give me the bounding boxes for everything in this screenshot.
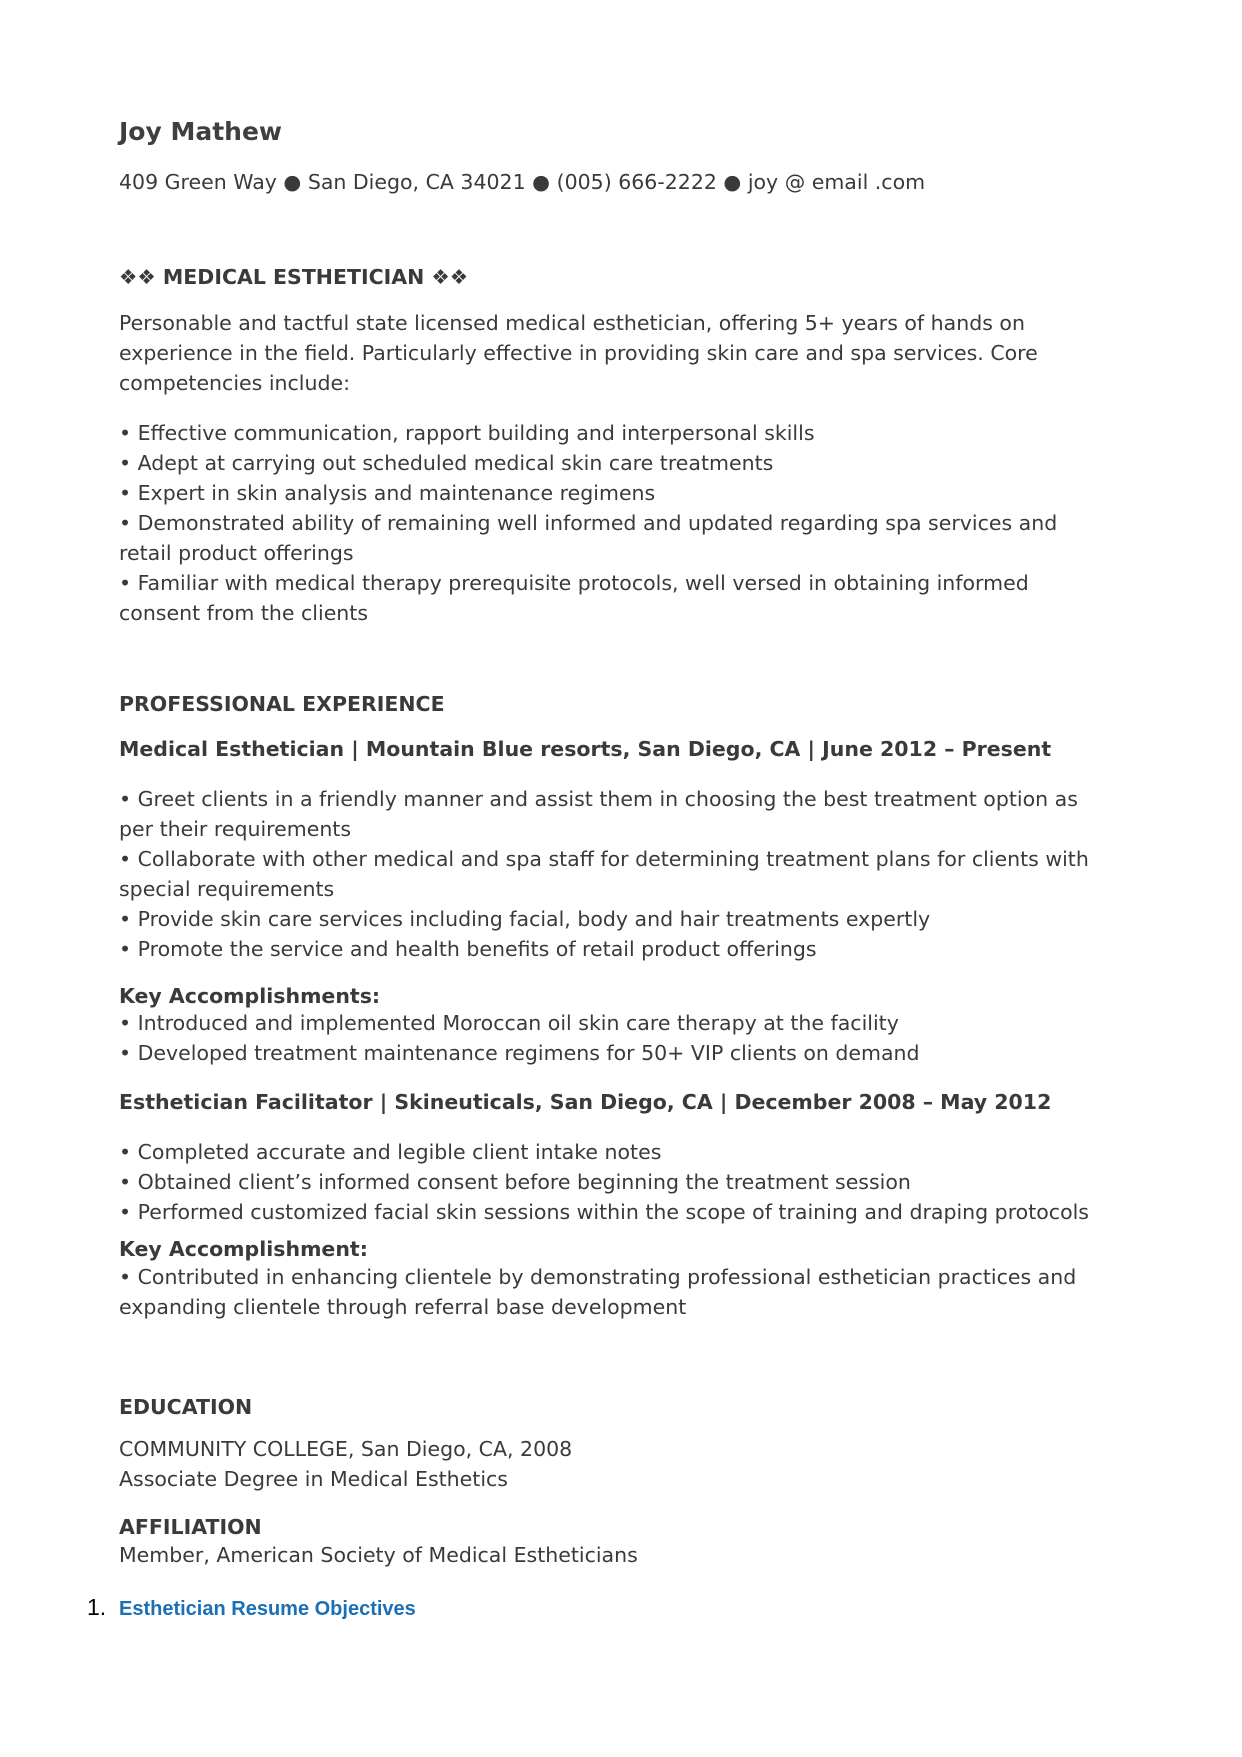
- duty-item: • Completed accurate and legible client intake notes: [119, 1140, 662, 1164]
- competency-item: • Demonstrated ability of remaining well informed and updated regarding spa services and: [119, 511, 1058, 535]
- accomplishments-heading: Key Accomplishments:: [119, 984, 381, 1008]
- education-details: [119, 1434, 1129, 1494]
- summary-line: competencies include:: [119, 371, 351, 395]
- education-line: COMMUNITY COLLEGE, San Diego, CA, 2008: [119, 1437, 573, 1461]
- competencies-list: [119, 418, 1129, 628]
- education-line: Associate Degree in Medical Esthetics: [119, 1467, 508, 1491]
- summary-line: experience in the field. Particularly effective in providing skin care and spa services. Core: [119, 341, 1038, 365]
- duty-item: • Obtained client’s informed consent before beginning the treatment session: [119, 1170, 911, 1194]
- competency-item: • Adept at carrying out scheduled medical skin care treatments: [119, 451, 774, 475]
- competency-item: • Effective communication, rapport building and interpersonal skills: [119, 421, 815, 445]
- competency-item: • Familiar with medical therapy prerequisite protocols, well versed in obtaining informed: [119, 571, 1029, 595]
- related-links-list: [87, 1594, 416, 1621]
- summary-paragraph: [119, 308, 1129, 398]
- competency-item: • Expert in skin analysis and maintenance regimens: [119, 481, 656, 505]
- duty-item: per their requirements: [119, 817, 352, 841]
- accomplishments-list: [119, 1008, 1129, 1068]
- candidate-name: Joy Mathew: [119, 117, 283, 146]
- affiliation-line: Member, American Society of Medical Estheticians: [119, 1543, 638, 1567]
- accomplishment-item: • Contributed in enhancing clientele by demonstrating professional esthetician practices and: [119, 1265, 1077, 1289]
- duty-item: special requirements: [119, 877, 335, 901]
- accomplishment-item: expanding clientele through referral base development: [119, 1295, 687, 1319]
- job-title-line: Esthetician Facilitator | Skineuticals, San Diego, CA | December 2008 – May 2012: [119, 1090, 1052, 1114]
- affiliation-heading: AFFILIATION: [119, 1515, 262, 1539]
- summary-heading: ❖❖ MEDICAL ESTHETICIAN ❖❖: [119, 265, 469, 289]
- accomplishments-heading: Key Accomplishment:: [119, 1237, 368, 1261]
- job-title-line: Medical Esthetician | Mountain Blue resorts, San Diego, CA | June 2012 – Present: [119, 737, 1052, 761]
- competency-item: consent from the clients: [119, 601, 369, 625]
- duty-item: • Performed customized facial skin sessions within the scope of training and draping protocols: [119, 1200, 1089, 1224]
- esthetician-resume-objectives-link[interactable]: Esthetician Resume Objectives: [119, 1598, 416, 1620]
- contact-line: 409 Green Way ● San Diego, CA 34021 ● (005) 666-2222 ● joy @ email .com: [119, 170, 926, 194]
- accomplishment-item: • Introduced and implemented Moroccan oil skin care therapy at the facility: [119, 1011, 899, 1035]
- summary-line: Personable and tactful state licensed medical esthetician, offering 5+ years of hands on: [119, 311, 1025, 335]
- duty-item: • Greet clients in a friendly manner and assist them in choosing the best treatment option as: [119, 787, 1078, 811]
- education-heading: EDUCATION: [119, 1395, 253, 1419]
- list-number: 1.: [87, 1594, 107, 1620]
- affiliation-details: [119, 1540, 1129, 1570]
- duty-item: • Collaborate with other medical and spa staff for determining treatment plans for clients with: [119, 847, 1089, 871]
- duty-item: • Provide skin care services including facial, body and hair treatments expertly: [119, 907, 931, 931]
- accomplishment-item: • Developed treatment maintenance regimens for 50+ VIP clients on demand: [119, 1041, 920, 1065]
- competency-item: retail product offerings: [119, 541, 354, 565]
- experience-heading: PROFESSIONAL EXPERIENCE: [119, 692, 445, 716]
- job-duties-list: [119, 784, 1129, 964]
- job-duties-list: [119, 1137, 1129, 1227]
- duty-item: • Promote the service and health benefits of retail product offerings: [119, 937, 817, 961]
- accomplishments-list: [119, 1262, 1129, 1322]
